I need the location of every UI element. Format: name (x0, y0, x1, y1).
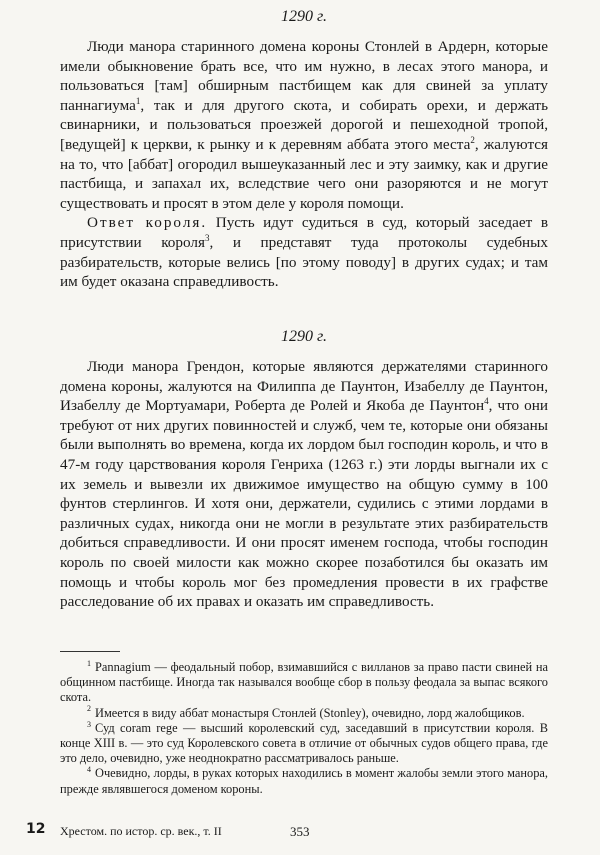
footnote-2-number: 2 (87, 704, 91, 714)
footnote-1-text: Pannagium — феодальный побор, взимавшийся с вилланов за право пасти свиней на общинном пастбище. Иногда так назывался вообще сбор в пользу феодала за выпас всякого скота. (60, 660, 548, 705)
footnote-ref-1: 1 (135, 95, 141, 106)
king-answer-label: Ответ короля. (87, 214, 208, 232)
entry-2-heading: 1290 г. (280, 328, 328, 345)
entry-2-paragraph-1 (60, 357, 548, 612)
footnote-3-number: 3 (87, 719, 91, 729)
entry-1-answer-text-b: , и представят туда протоколы судебных разбирательств, которые велись [по этому поводу] в других судах; и там им будет оказана справедливость. (60, 233, 548, 291)
signature-number: 12 (26, 821, 46, 837)
page-number: 353 (290, 824, 310, 839)
footnote-4-number: 4 (87, 765, 91, 775)
entry-2-text-b: , что они требуют от них других повинностей и служб, чем те, которые они обязаны были выполнять во времена, когда их лордом был господин король, и что в 47-м году царствования короля Генриха (1263 г.) эти лорды выгнали их с их земель и вывезли их движимое имущество на общую сумму в 100 фунтов стерлингов. И хотя они, держатели, судились с этими лордами в различных судах, никогда они не могли в результате этих разбирательств добиться справедливости. И они просят именем господа, чтобы господин король по своей милости как можно скорее позаботился бы оказать им помощь и чтобы король мог без промедления провести в их графстве расследование об их правах и оказать им справедливость. (60, 397, 548, 611)
footnote-ref-2: 2 (470, 134, 475, 145)
entry-1-paragraph-2 (60, 213, 548, 291)
footnote-ref-3: 3 (204, 232, 210, 243)
entry-2 (60, 328, 548, 612)
entry-1-answer-text-a: Пусть идут судиться в суд, который заседает в присутствии короля (60, 214, 549, 251)
entry-2-text-a: Люди манора Грендон, которые являются держателями старинного домена короны, жалуются на Филиппа де Паунтон, Изабеллу де Паунтон, Изабеллу де Мортуамари, Роберта де Ролей и Якоба де Паунтон (60, 358, 548, 415)
entry-1-text-a: Люди манора старинного домена короны Стонлей в Ардерн, которые имели обыкновение брать все, что им нужно, в лесах этого манора, и пользоваться [там] обширным пастбищем как для свиней за уплату паннагиума (60, 38, 548, 114)
footnotes (60, 660, 548, 797)
footnote-divider (60, 651, 120, 652)
entry-1-text-b: , так и для другого скота, и собирать орехи, и держать свинарники, и пользоваться проезжей дорогой и пешеходной тропой, [ведущей] к церкви, к рынку и к деревням аббата этого места (60, 96, 548, 153)
footnote-1-number: 1 (87, 658, 91, 668)
signature-text: Хрестом. по истор. ср. век., т. II (60, 824, 222, 838)
footnote-ref-4: 4 (484, 396, 489, 407)
entry-1 (60, 8, 548, 292)
footnote-3 (60, 721, 548, 767)
footnote-4 (60, 766, 548, 796)
entry-1-heading: 1290 г. (280, 8, 328, 25)
footnote-3-text: Суд coram rege — высший королевский суд, заседавший в присутствии короля. В конце XIII в. — это суд Королевского совета в отличие от обычных судов общего права, где это дело, очевидно, уже неоднократно рассматривалось раньше. (60, 720, 548, 766)
entry-1-paragraph-1 (60, 37, 548, 213)
footnote-2-text: Имеется в виду аббат монастыря Стонлей (Stonley), очевидно, лорд жалобщиков. (95, 705, 525, 720)
footnote-4-text: Очевидно, лорды, в руках которых находились в момент жалобы земли этого манора, прежде являвшегося доменом короны. (60, 766, 548, 796)
footnote-2 (60, 706, 548, 721)
footnote-1 (60, 660, 548, 706)
entry-1-text-c: , жалуются на то, что [аббат] огородил вышеуказанный лес и эту заимку, как и другие пастбища, и запахал их, вследствие чего они разоряются и не могут существовать и просят в этом деле у короля помощи. (60, 135, 548, 212)
